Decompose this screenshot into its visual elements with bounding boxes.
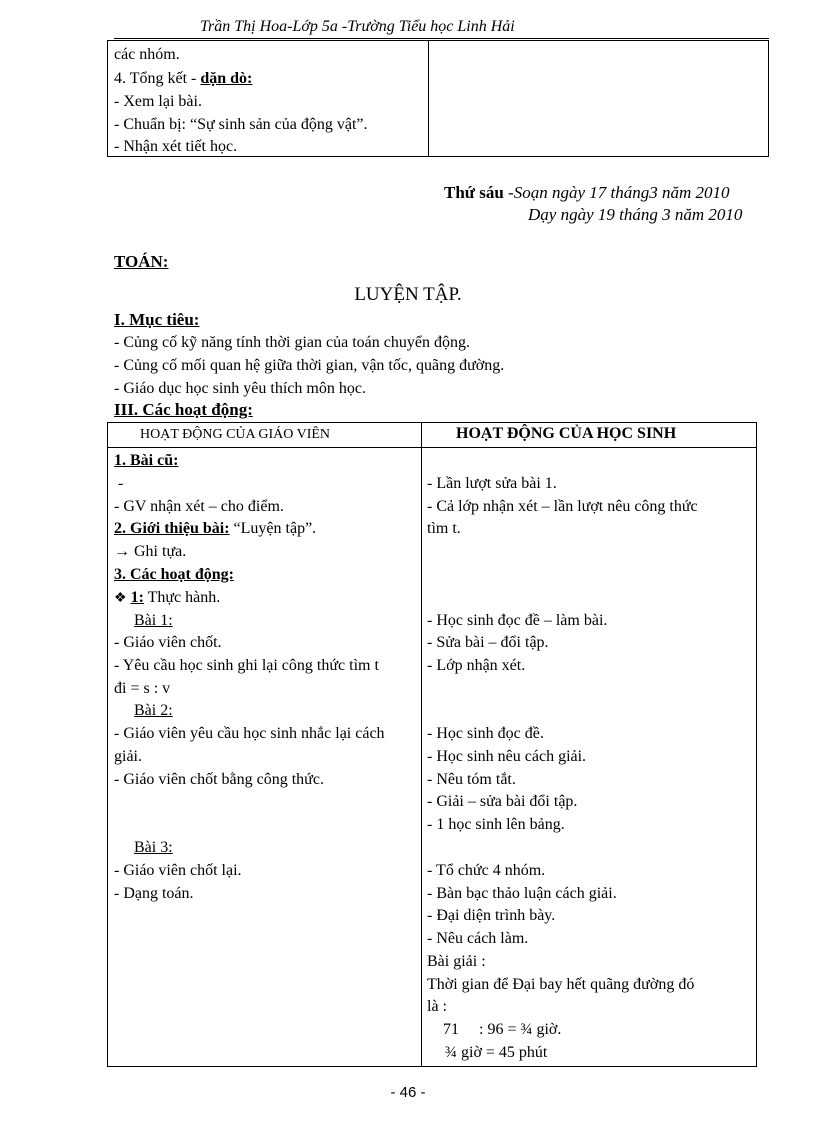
activities-table: [107, 422, 757, 1067]
activities-heading: III. Các hoạt động:: [114, 400, 253, 419]
teacher-line: - GV nhận xét – cho điểm.: [114, 498, 284, 515]
division-number: 71: [443, 1021, 459, 1038]
student-line: - Học sinh đọc đề.: [427, 725, 544, 742]
student-line: - Giải – sửa bài đổi tập.: [427, 793, 578, 810]
top-table-row: các nhóm.: [114, 46, 180, 63]
student-line: tìm t.: [427, 520, 461, 537]
teacher-line: -: [118, 475, 124, 492]
teacher-line: Bài 2:: [134, 702, 173, 719]
page-header: Trần Thị Hoa-Lớp 5a -Trường Tiểu học Linh Hải: [200, 18, 515, 35]
student-line: - Học sinh nêu cách giải.: [427, 748, 587, 765]
objective-item: - Củng cố mối quan hệ giữa thời gian, vận tốc, quãng đường.: [114, 357, 505, 374]
student-line: - Sửa bài – đổi tập.: [427, 634, 549, 651]
student-line: Bài giải :: [427, 953, 486, 970]
table-header-row: [108, 423, 756, 448]
header-teacher: HOẠT ĐỘNG CỦA GIÁO VIÊN: [140, 427, 331, 442]
student-line: là :: [427, 998, 447, 1015]
division-result: : 96 = ¾ giờ.: [479, 1021, 562, 1038]
teacher-line: [114, 587, 220, 610]
student-line: - Lần lượt sửa bài 1.: [427, 475, 557, 492]
student-line: - Nêu cách làm.: [427, 930, 529, 947]
top-table-row: - Nhận xét tiết học.: [114, 138, 238, 155]
top-table-row: - Chuẩn bị: “Sự sinh sản của động vật”.: [114, 116, 368, 133]
table-column-divider: [421, 423, 422, 1066]
teacher-line: Bài 3:: [134, 839, 173, 856]
teacher-line: → Ghi tựa.: [114, 543, 187, 560]
student-line: - Tổ chức 4 nhóm.: [427, 862, 546, 879]
header-student: HOẠT ĐỘNG CỦA HỌC SINH: [456, 425, 677, 442]
subject-title: TOÁN:: [114, 252, 169, 271]
objective-item: - Giáo dục học sinh yêu thích môn học.: [114, 380, 366, 397]
prepared-date: -Soạn ngày 17 tháng3 năm 2010: [503, 183, 730, 202]
weekday: Thứ sáu: [444, 183, 504, 202]
top-table-row: [114, 68, 252, 90]
teacher-line: 3. Các hoạt động:: [114, 566, 235, 583]
teacher-line: đi = s : v: [114, 680, 171, 697]
student-line: ¾ giờ = 45 phút: [445, 1044, 548, 1061]
teacher-line: 1. Bài cũ:: [114, 452, 179, 469]
teacher-line: - Giáo viên chốt bằng công thức.: [114, 771, 324, 788]
top-table-divider: [428, 41, 429, 156]
objectives-heading: I. Mục tiêu:: [114, 310, 200, 329]
lesson-title: LUYỆN TẬP.: [354, 284, 462, 305]
page-number: - 46 -: [390, 1084, 426, 1101]
student-line: - Bàn bạc thảo luận cách giải.: [427, 885, 617, 902]
teacher-line: - Dạng toán.: [114, 885, 194, 902]
student-line: - Đại diện trình bày.: [427, 907, 556, 924]
teacher-line: - Yêu cầu học sinh ghi lại công thức tìm t: [114, 657, 379, 674]
header-rule: [114, 38, 769, 39]
date-taught: Dạy ngày 19 tháng 3 năm 2010: [528, 205, 743, 224]
teacher-line: - Giáo viên chốt lại.: [114, 862, 242, 879]
teacher-line: Bài 1:: [134, 612, 173, 629]
student-line: - Học sinh đọc đề – làm bài.: [427, 612, 608, 629]
top-table: [107, 40, 769, 157]
intro-text: “Luyện tập”.: [229, 520, 317, 537]
teacher-line: giải.: [114, 748, 142, 765]
student-line: - Cả lớp nhận xét – lần lượt nêu công thức: [427, 498, 698, 515]
objective-item: - Củng cố kỹ năng tính thời gian của toán chuyển động.: [114, 334, 470, 351]
student-line: - 1 học sinh lên bảng.: [427, 816, 565, 833]
summary-heading-bold: dặn dò:: [200, 70, 253, 87]
student-line: - Nêu tóm tắt.: [427, 771, 516, 788]
teacher-line: - Giáo viên yêu cầu học sinh nhắc lại cách: [114, 725, 385, 742]
student-line: - Lớp nhận xét.: [427, 657, 526, 674]
summary-heading: 4. Tổng kết -: [114, 70, 201, 87]
student-line: Thời gian để Đại bay hết quãng đường đó: [427, 976, 695, 993]
teacher-line: [114, 518, 316, 540]
student-line: [443, 1019, 561, 1041]
activity-text: Thực hành.: [143, 589, 221, 606]
date-prepared: [444, 183, 730, 203]
top-table-row: - Xem lại bài.: [114, 93, 202, 110]
diamond-bullet-icon: ❖: [114, 591, 127, 606]
teacher-line: - Giáo viên chốt.: [114, 634, 222, 651]
intro-heading: 2. Giới thiệu bài:: [114, 520, 230, 537]
activity-number: 1:: [130, 589, 144, 606]
